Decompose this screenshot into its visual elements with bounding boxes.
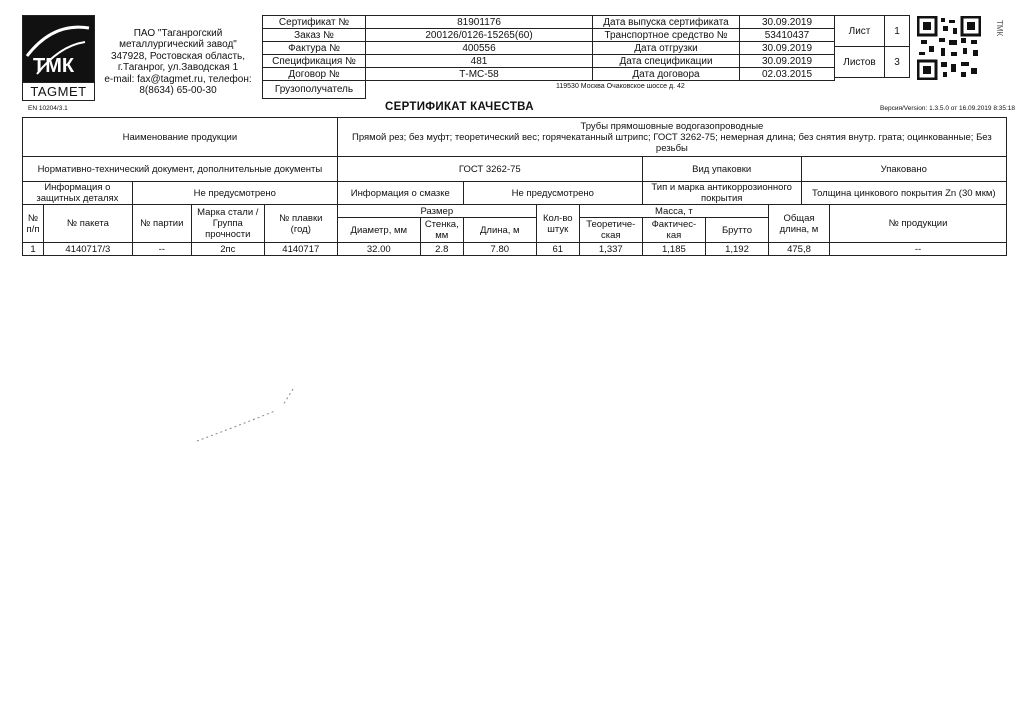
certificate-label: Сертификат №	[263, 16, 366, 29]
company-line: г.Таганрог, ул.Заводская 1	[117, 62, 239, 74]
tmk-logo-icon	[23, 16, 94, 82]
logo-name: TAGMET	[23, 82, 94, 101]
sheet-counter	[834, 15, 910, 78]
company-address	[98, 28, 258, 96]
product-name-label: Наименование продукции	[23, 118, 338, 157]
version-label: Версия/Version: 1.3.5.0 от 16.09.2019 8:35:18	[880, 105, 1016, 112]
col-heat: № плавки (год)	[264, 205, 337, 243]
company-line: металлургический завод"	[119, 39, 237, 51]
sheets-label: Листов	[835, 47, 885, 78]
normative-label: Нормативно-технический документ, дополнительные документы	[23, 157, 338, 182]
shipment-date-value: 30.09.2019	[740, 42, 835, 55]
protective-label: Информация о защитных деталях	[23, 182, 133, 205]
company-line: 347928, Ростовская область,	[110, 50, 246, 62]
company-line: e-mail: fax@tagmet.ru, телефон:	[104, 73, 252, 85]
spec-date-value: 30.09.2019	[740, 55, 835, 68]
sheets-value: 3	[885, 47, 910, 78]
cell-batch: --	[132, 243, 191, 256]
cell-total-length: 475,8	[768, 243, 829, 256]
col-gross: Брутто	[705, 218, 768, 243]
standard-label: EN 10204/3.1	[28, 105, 68, 112]
col-total-length: Общая длина, м	[768, 205, 829, 243]
side-stamp: ТМК	[995, 20, 1004, 37]
transport-label: Транспортное средство №	[593, 29, 740, 42]
col-batch: № партии	[132, 205, 191, 243]
cell-product-num: --	[830, 243, 1007, 256]
spec-label: Спецификация №	[263, 55, 366, 68]
contract-date-value: 02.03.2015	[740, 68, 835, 81]
zinc-label: Толщина цинкового покрытия Zn (30 мкм)	[801, 182, 1006, 205]
coating-label: Тип и марка антикоррозионного покрытия	[642, 182, 801, 205]
certificate-title: СЕРТИФИКАТ КАЧЕСТВА	[385, 101, 534, 113]
invoice-value: 400556	[366, 42, 593, 55]
col-num: № п/п	[23, 205, 44, 243]
company-logo	[22, 15, 95, 101]
col-package: № пакета	[44, 205, 133, 243]
spec-value: 481	[366, 55, 593, 68]
col-wall: Стенка, мм	[420, 218, 463, 243]
scan-mark	[195, 385, 305, 445]
cell-gross: 1,192	[705, 243, 768, 256]
certificate-value: 81901176	[366, 16, 593, 29]
cell-length: 7.80	[463, 243, 536, 256]
sheet-value: 1	[885, 16, 910, 47]
col-mass: Масса, т	[579, 205, 768, 218]
spec-date-label: Дата спецификации	[593, 55, 740, 68]
lubricant-value: Не предусмотрено	[463, 182, 642, 205]
consignee-value: 119530 Москва Очаковское шоссе д. 42	[366, 81, 835, 99]
cell-diameter: 32.00	[337, 243, 420, 256]
table-row	[23, 243, 1007, 256]
packing-type-value: Упаковано	[801, 157, 1006, 182]
header-info-table	[262, 15, 835, 99]
col-length: Длина, м	[463, 218, 536, 243]
company-line: ПАО "Таганрогский	[133, 28, 223, 39]
invoice-label: Фактура №	[263, 42, 366, 55]
certificate-table	[22, 117, 1007, 256]
logo-mark-text: ТМК	[33, 55, 75, 77]
protective-value: Не предусмотрено	[132, 182, 337, 205]
order-label: Заказ №	[263, 29, 366, 42]
col-count: Кол-во штук	[536, 205, 579, 243]
normative-value: ГОСТ 3262-75	[337, 157, 642, 182]
issue-date-value: 30.09.2019	[740, 16, 835, 29]
qr-code	[917, 16, 981, 80]
sheet-label: Лист	[835, 16, 885, 47]
cell-actual: 1,185	[642, 243, 705, 256]
col-diameter: Диаметр, мм	[337, 218, 420, 243]
cell-package: 4140717/3	[44, 243, 133, 256]
product-name-line2: Прямой рез; без муфт; теоретический вес; горячекатанный штрипс; ГОСТ 3262-75; немерная длина; без снятия внутр. грата; оцинкованные; Без резьбы	[352, 131, 992, 154]
issue-date-label: Дата выпуска сертификата	[593, 16, 740, 29]
transport-value: 53410437	[740, 29, 835, 42]
col-size: Размер	[337, 205, 536, 218]
packing-type-label: Вид упаковки	[642, 157, 801, 182]
cell-count: 61	[536, 243, 579, 256]
company-line: 8(8634) 65-00-30	[139, 85, 217, 97]
consignee-label: Грузополучатель	[263, 81, 366, 99]
lubricant-label: Информация о смазке	[337, 182, 463, 205]
shipment-date-label: Дата отгрузки	[593, 42, 740, 55]
cell-theoretical: 1,337	[579, 243, 642, 256]
product-name-line1: Трубы прямошовные водогазопроводные	[580, 120, 764, 132]
contract-value: Т-МС-58	[366, 68, 593, 81]
cell-num: 1	[23, 243, 44, 256]
order-value: 200126/0126-15265(60)	[366, 29, 593, 42]
cell-steel: 2пс	[191, 243, 264, 256]
col-theoretical: Теоретиче-ская	[579, 218, 642, 243]
col-product-num: № продукции	[830, 205, 1007, 243]
cell-wall: 2.8	[420, 243, 463, 256]
col-steel: Марка стали / Группа прочности	[191, 205, 264, 243]
col-actual: Фактичес-кая	[642, 218, 705, 243]
cell-heat: 4140717	[264, 243, 337, 256]
product-name-value	[337, 118, 1006, 157]
contract-date-label: Дата договора	[593, 68, 740, 81]
contract-label: Договор №	[263, 68, 366, 81]
